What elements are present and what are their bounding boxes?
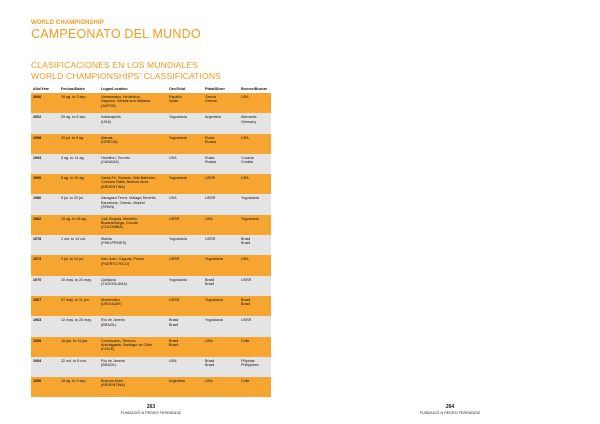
- cell-location: [99, 235, 167, 255]
- cell-silver-line: Brasil: [205, 358, 215, 363]
- right-page-number: 264: [445, 404, 455, 410]
- cell-location-line: Manila: [101, 237, 112, 242]
- cell-bronze-line: Croacia: [241, 155, 254, 160]
- cell-year-text: 1959: [33, 338, 42, 343]
- column-header-silver: Plata/Silver: [205, 87, 225, 92]
- cell-gold-line: USA: [169, 155, 177, 160]
- cell-location: [99, 113, 167, 133]
- cell-bronze-line: Croatia: [241, 160, 253, 165]
- cell-year-text: 1974: [33, 257, 42, 262]
- cell-dates-text: 15 ag. to 3 sep.: [61, 379, 87, 384]
- cell-silver: [203, 174, 239, 194]
- cell-location-line: Sapporo, Sendai and Saitama: [101, 99, 151, 104]
- cell-dates-text: 15 ag. to 28 ag.: [61, 216, 87, 221]
- cell-dates: [59, 215, 99, 235]
- cell-location-line: (YUGOSLAVIA): [101, 281, 127, 286]
- cell-location: [99, 357, 167, 377]
- cell-gold-line: Brasil: [169, 318, 179, 323]
- cell-year-text: 1950: [33, 379, 42, 384]
- cell-silver-line: USSR: [205, 237, 216, 242]
- cell-bronze-line: Brasil: [241, 297, 251, 302]
- cell-silver-line: Argentina: [205, 115, 221, 120]
- cell-location-line: Buenos Aires: [101, 379, 123, 384]
- table-row: [31, 113, 271, 133]
- cell-year-text: 2002: [33, 115, 42, 120]
- cell-gold-line: Argentina: [169, 379, 185, 384]
- cell-gold: [167, 194, 203, 214]
- cell-location-line: Santa Fe, Rosario, Villa Ballester,: [101, 176, 156, 181]
- cell-location: [99, 337, 167, 357]
- cell-dates-text: 4 ag. to 14 ag.: [61, 155, 85, 160]
- cell-location-line: Córdoba Salta, Buenos Aires: [101, 180, 149, 185]
- cell-silver-line: Rusia: [205, 155, 215, 160]
- cell-silver-line: USA: [205, 216, 213, 221]
- cell-silver-line: USSR: [205, 176, 216, 181]
- cell-bronze-line: Germany: [241, 119, 257, 124]
- cell-dates: [59, 194, 99, 214]
- cell-location-line: Hamamatsu, Hiroshima,: [101, 95, 141, 99]
- cell-year: [31, 113, 59, 133]
- column-header-gold: Oro/Gold: [169, 87, 185, 92]
- cell-year-text: 1986: [33, 196, 42, 201]
- cell-location-line: (SPAIN): [101, 205, 115, 210]
- table-header-row: [31, 86, 271, 93]
- cell-location-line: (BRAZIL): [101, 322, 117, 327]
- cell-gold: [167, 215, 203, 235]
- cell-silver-line: Yugoslavia: [205, 297, 223, 302]
- cell-location-line: (USA): [101, 119, 112, 124]
- cell-gold: [167, 276, 203, 296]
- cell-silver-line: Russia: [205, 160, 217, 165]
- cell-bronze-line: Brasil: [241, 237, 251, 242]
- cell-year-text: 1998: [33, 135, 42, 140]
- cell-gold: [167, 377, 203, 397]
- cell-silver: [203, 93, 239, 113]
- table-row: [31, 194, 271, 214]
- cell-gold: [167, 357, 203, 377]
- cell-location-line: Ljubljana: [101, 277, 116, 282]
- cell-year-text: 1994: [33, 155, 42, 160]
- cell-silver: [203, 235, 239, 255]
- cell-location: [99, 93, 167, 113]
- cell-gold-line: Spain: [169, 99, 179, 104]
- cell-bronze-line: Chile: [241, 338, 250, 343]
- cell-gold-line: Brasil: [169, 338, 179, 343]
- cell-gold-line: Yugoslavia: [169, 135, 187, 140]
- cell-year-text: 1967: [33, 297, 42, 302]
- cell-bronze-line: Alemania: [241, 115, 257, 120]
- cell-bronze: [239, 113, 271, 133]
- cell-silver-line: USSR: [205, 196, 216, 201]
- cell-location-line: Antofagasta, Santiago de Chile: [101, 342, 152, 347]
- cell-dates-text: 29 jul. to 9 ag.: [61, 135, 85, 140]
- cell-bronze-line: USA: [241, 135, 249, 140]
- cell-bronze: [239, 316, 271, 336]
- cell-year: [31, 235, 59, 255]
- cell-bronze-line: USSR: [241, 277, 252, 282]
- cell-location-line: (PHILIPPINES): [101, 241, 127, 246]
- cell-location-line: Concepción, Temuco,: [101, 338, 137, 343]
- cell-location-line: Atenas: [101, 135, 113, 140]
- cell-silver-line: USA: [205, 379, 213, 384]
- cell-location-line: (PUERTO RICO): [101, 261, 129, 266]
- table-row: [31, 337, 271, 357]
- cell-year-text: 1978: [33, 237, 42, 242]
- cell-silver-line: Rusia: [205, 135, 215, 140]
- table-row: [31, 296, 271, 316]
- cell-location-line: Río de Janeiro: [101, 358, 125, 363]
- cell-silver-line: Brazil: [205, 281, 215, 286]
- cell-location-line: Montevideo: [101, 297, 121, 302]
- cell-year: [31, 174, 59, 194]
- cell-bronze-line: Brazil: [241, 302, 251, 307]
- cell-bronze: [239, 93, 271, 113]
- cell-gold-line: Yugoslavia: [169, 115, 187, 120]
- cell-silver: [203, 255, 239, 275]
- cell-location: [99, 255, 167, 275]
- cell-dates-text: 1 oct. to 14 oct.: [61, 237, 87, 242]
- cell-bronze-line: Brazil: [241, 241, 251, 246]
- cell-location: [99, 215, 167, 235]
- cell-silver-line: Greece: [205, 99, 218, 104]
- cell-dates: [59, 174, 99, 194]
- cell-dates: [59, 296, 99, 316]
- cell-gold: [167, 255, 203, 275]
- cell-year-text: 1982: [33, 216, 42, 221]
- table-row: [31, 154, 271, 174]
- cell-gold-line: Brazil: [169, 342, 179, 347]
- cell-dates: [59, 113, 99, 133]
- cell-dates-text: 3 jul. to 14 jul.: [61, 257, 84, 262]
- cell-location-line: Barcelona, Oviedo, Madrid: [101, 200, 145, 205]
- table-row: [31, 255, 271, 275]
- cell-year: [31, 296, 59, 316]
- cell-dates-text: 22 oct. to 5 nov.: [61, 358, 87, 363]
- cell-bronze: [239, 337, 271, 357]
- cell-bronze: [239, 174, 271, 194]
- cell-year-text: 1963: [33, 318, 42, 323]
- cell-bronze: [239, 377, 271, 397]
- cell-year: [31, 134, 59, 154]
- section-title: CAMPEONATO DEL MUNDO: [31, 27, 201, 41]
- cell-silver: [203, 337, 239, 357]
- table-row: [31, 93, 271, 113]
- cell-location-line: (CHILE): [101, 347, 115, 352]
- cell-location-line: (ARGENTINA): [101, 383, 125, 388]
- cell-silver: [203, 276, 239, 296]
- cell-dates-text: 12 may. to 25 may.: [61, 318, 92, 323]
- cell-gold: [167, 93, 203, 113]
- cell-location-line: Indianápolis: [101, 115, 121, 120]
- cell-location: [99, 316, 167, 336]
- classifications-table: [31, 86, 271, 397]
- cell-dates-text: 27 may. to 11 jun.: [61, 297, 90, 302]
- cell-bronze-line: Filipinas: [241, 358, 255, 363]
- cell-dates-text: 29 ag. to 8 sep.: [61, 115, 87, 120]
- cell-bronze: [239, 215, 271, 235]
- cell-gold-line: Yugoslavia: [169, 237, 187, 242]
- cell-silver-line: Grecia: [205, 95, 216, 99]
- cell-location-line: Cali, Bogota, Medellín,: [101, 216, 139, 221]
- cell-bronze: [239, 357, 271, 377]
- cell-gold: [167, 316, 203, 336]
- cell-year: [31, 357, 59, 377]
- cell-bronze-line: USSR: [241, 318, 252, 323]
- cell-year: [31, 255, 59, 275]
- column-header-bronze: Bronce/Bronze: [241, 87, 268, 92]
- cell-silver: [203, 113, 239, 133]
- right-page-footer: FUNDACIÓ N PEDRO FERRÁNDIZ: [419, 411, 481, 415]
- cell-location-line: (URUGUAY): [101, 302, 122, 307]
- cell-year-text: 2006: [33, 95, 42, 99]
- cell-dates-text: 16 jan. to 31 jan.: [61, 338, 89, 343]
- cell-gold: [167, 154, 203, 174]
- cell-gold-line: USA: [169, 358, 177, 363]
- cell-gold-line: USSR: [169, 257, 180, 262]
- cell-location-line: Hamilton, Toronto: [101, 155, 130, 160]
- cell-silver: [203, 154, 239, 174]
- cell-dates-text: 19 ag. to 3 sep.: [61, 95, 87, 99]
- cell-gold: [167, 296, 203, 316]
- cell-bronze-line: USA: [241, 257, 249, 262]
- cell-silver: [203, 357, 239, 377]
- cell-year: [31, 316, 59, 336]
- cell-year-text: 1990: [33, 176, 42, 181]
- cell-gold-line: Yugoslavia: [169, 176, 187, 181]
- cell-bronze-line: Philippines: [241, 363, 259, 368]
- cell-gold-line: Brazil: [169, 322, 179, 327]
- cell-year-text: 1970: [33, 277, 42, 282]
- cell-bronze: [239, 194, 271, 214]
- cell-gold-line: Yugoslavia: [169, 277, 187, 282]
- cell-silver-line: USA: [205, 338, 213, 343]
- cell-gold: [167, 113, 203, 133]
- table-row: [31, 316, 271, 336]
- cell-bronze-line: Yugoslavia: [241, 216, 259, 221]
- cell-dates: [59, 357, 99, 377]
- heading-line-spanish: CLASIFICACIONES EN LOS MUNDIALES: [31, 60, 198, 70]
- cell-silver: [203, 215, 239, 235]
- cell-location: [99, 154, 167, 174]
- cell-location: [99, 296, 167, 316]
- cell-gold: [167, 134, 203, 154]
- cell-gold: [167, 174, 203, 194]
- cell-bronze: [239, 276, 271, 296]
- column-header-location: Lugar/Location: [101, 87, 128, 92]
- cell-bronze-line: Yugoslavia: [241, 196, 259, 201]
- cell-location: [99, 194, 167, 214]
- cell-location-line: Río de Janeiro: [101, 318, 125, 323]
- cell-gold: [167, 337, 203, 357]
- cell-dates: [59, 276, 99, 296]
- cell-dates: [59, 377, 99, 397]
- cell-location-line: (ARGENTINA): [101, 184, 125, 189]
- cell-dates: [59, 134, 99, 154]
- cell-silver-line: Yugoslavia: [205, 318, 223, 323]
- cell-location: [99, 134, 167, 154]
- cell-silver-line: Yugoslavia: [205, 257, 223, 262]
- cell-location-line: (BRAZIL): [101, 363, 117, 368]
- cell-year: [31, 93, 59, 113]
- cell-bronze-line: Chile: [241, 379, 250, 384]
- cell-dates-text: 10 may. to 24 may.: [61, 277, 92, 282]
- cell-gold-line: España: [169, 95, 182, 99]
- table-row: [31, 235, 271, 255]
- cell-dates-text: 5 jul. to 20 jul.: [61, 196, 84, 201]
- table-row: [31, 276, 271, 296]
- page-heading: [31, 60, 221, 82]
- table-row: [31, 215, 271, 235]
- cell-bronze: [239, 134, 271, 154]
- cell-location: [99, 276, 167, 296]
- cell-dates: [59, 337, 99, 357]
- cell-location-line: (CANADA): [101, 160, 119, 165]
- cell-silver: [203, 316, 239, 336]
- cell-location-line: (GRECIA): [101, 139, 118, 144]
- table-body: [31, 93, 271, 397]
- cell-gold-line: USA: [169, 196, 177, 201]
- cell-dates-text: 8 ag. to 19 ag.: [61, 176, 85, 181]
- cell-year: [31, 154, 59, 174]
- cell-dates: [59, 255, 99, 275]
- column-header-dates: Fechas/Dates: [61, 87, 85, 92]
- left-page-number: 263: [146, 404, 156, 410]
- cell-location: [99, 377, 167, 397]
- heading-line-english: WORLD CHAMPIONSHIPS' CLASSIFICATIONS: [31, 71, 221, 81]
- cell-location-line: (JAPÓN): [101, 103, 116, 108]
- cell-silver: [203, 134, 239, 154]
- cell-location-line: Bucaramanga, Cúcuta: [101, 221, 138, 226]
- cell-location: [99, 174, 167, 194]
- cell-gold-line: USSR: [169, 297, 180, 302]
- cell-bronze: [239, 154, 271, 174]
- cell-silver-line: Brasil: [205, 277, 215, 282]
- table-row: [31, 377, 271, 397]
- section-label: WORLD CHAMPIONSHIP: [31, 20, 104, 26]
- table-row: [31, 174, 271, 194]
- cell-bronze: [239, 255, 271, 275]
- table-row: [31, 357, 271, 377]
- cell-bronze: [239, 235, 271, 255]
- cell-dates: [59, 235, 99, 255]
- cell-location-line: San Juan, Caguas, Ponce: [101, 257, 144, 262]
- cell-bronze-line: USA: [241, 95, 249, 99]
- cell-year-text: 1954: [33, 358, 42, 363]
- cell-year: [31, 276, 59, 296]
- cell-year: [31, 194, 59, 214]
- cell-silver: [203, 377, 239, 397]
- cell-gold: [167, 235, 203, 255]
- cell-dates: [59, 316, 99, 336]
- cell-silver: [203, 194, 239, 214]
- cell-year: [31, 215, 59, 235]
- cell-bronze-line: USA: [241, 176, 249, 181]
- cell-year: [31, 377, 59, 397]
- cell-location-line: Zaragoza Ferrol, Málaga,Tenerife,: [101, 196, 157, 201]
- column-header-year: Año/Year: [33, 87, 49, 92]
- table-row: [31, 134, 271, 154]
- cell-dates: [59, 93, 99, 113]
- cell-silver-line: Russia: [205, 139, 217, 144]
- left-page-footer: FUNDACIÓ N PEDRO FERRÁNDIZ: [120, 411, 182, 415]
- cell-year: [31, 337, 59, 357]
- cell-dates: [59, 154, 99, 174]
- cell-silver: [203, 296, 239, 316]
- cell-gold-line: USSR: [169, 216, 180, 221]
- cell-location-line: (COLOMBIA): [101, 225, 123, 230]
- cell-bronze: [239, 296, 271, 316]
- cell-silver-line: Brazil: [205, 363, 215, 368]
